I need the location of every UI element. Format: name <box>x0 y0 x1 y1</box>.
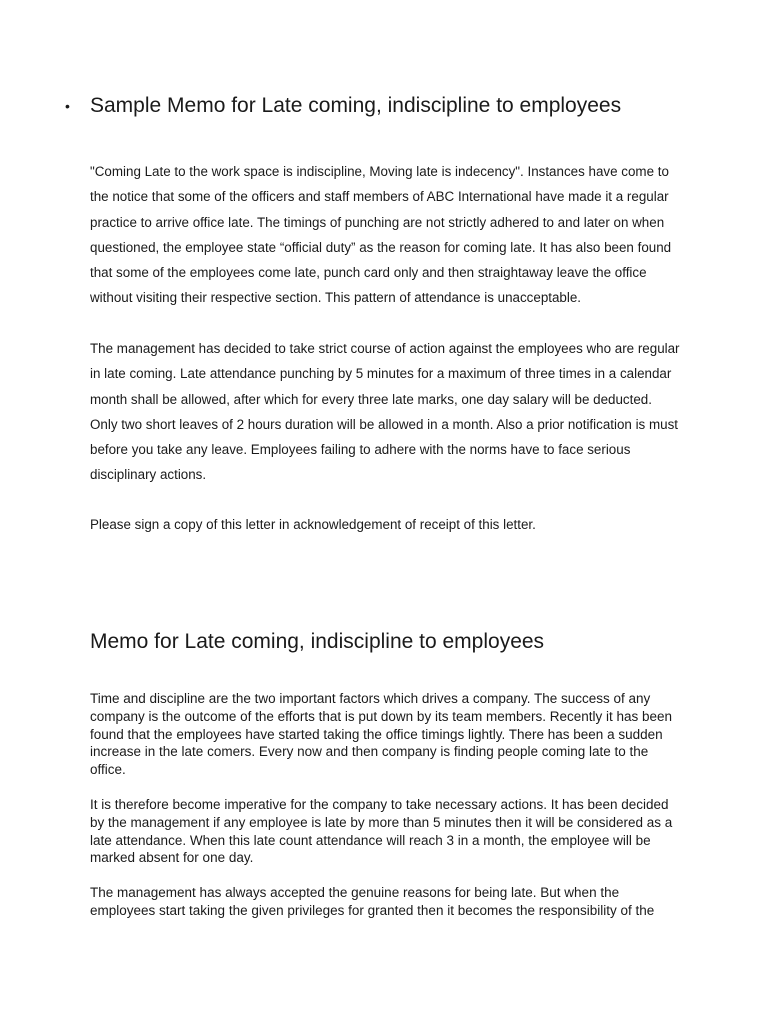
bullet-marker: • <box>65 98 70 114</box>
memo-paragraph-2: It is therefore become imperative for the company to take necessary actions. It has been decided by the management if any employee is late by more than 5 minutes then it will be considered as a late attendance. When this late count attendance will reach 3 in a month, the employee will be marked absent for one day. <box>90 797 673 866</box>
sample-memo-paragraph-2: The management has decided to take strict course of action against the employees who are regular in late coming. Late attendance punching by 5 minutes for a maximum of three times in a calendar month shall be allowed, after which for every three late marks, one day salary will be deducted. Only two short leaves of 2 hours duration will be allowed in a month. Also a prior notification is must before you take any leave. Employees failing to adhere with the norms have to face serious disciplinary actions. <box>90 341 680 483</box>
memo-paragraph-1: Time and discipline are the two important factors which drives a company. The success of any company is the outcome of the efforts that is put down by its team members. Recently it has been found that the employees have started taking the office timings lightly. There has been a sudden increase in the late comers. Every now and then company is finding people coming late to the office. <box>90 691 673 778</box>
memo-title: Memo for Late coming, indiscipline to employees <box>90 630 545 653</box>
sample-memo-title: Sample Memo for Late coming, indiscipline to employees <box>90 94 622 117</box>
sample-memo-paragraph-3: Please sign a copy of this letter in acknowledgement of receipt of this letter. <box>90 517 536 532</box>
memo-paragraph-3: The management has always accepted the genuine reasons for being late. But when the employees start taking the given privileges for granted then it becomes the responsibility of the <box>90 885 655 918</box>
sample-memo-paragraph-1: "Coming Late to the work space is indiscipline, Moving late is indecency". Instances have come to the notice that some of the officers and staff members of ABC International have made it a regular practice to arrive office late. The timings of punching are not strictly adhered to and later on when questioned, the employee state “official duty” as the reason for coming late. It has also been found that some of the employees come late, punch card only and then straightaway leave the office without visiting their respective section. This pattern of attendance is unacceptable. <box>90 164 672 306</box>
